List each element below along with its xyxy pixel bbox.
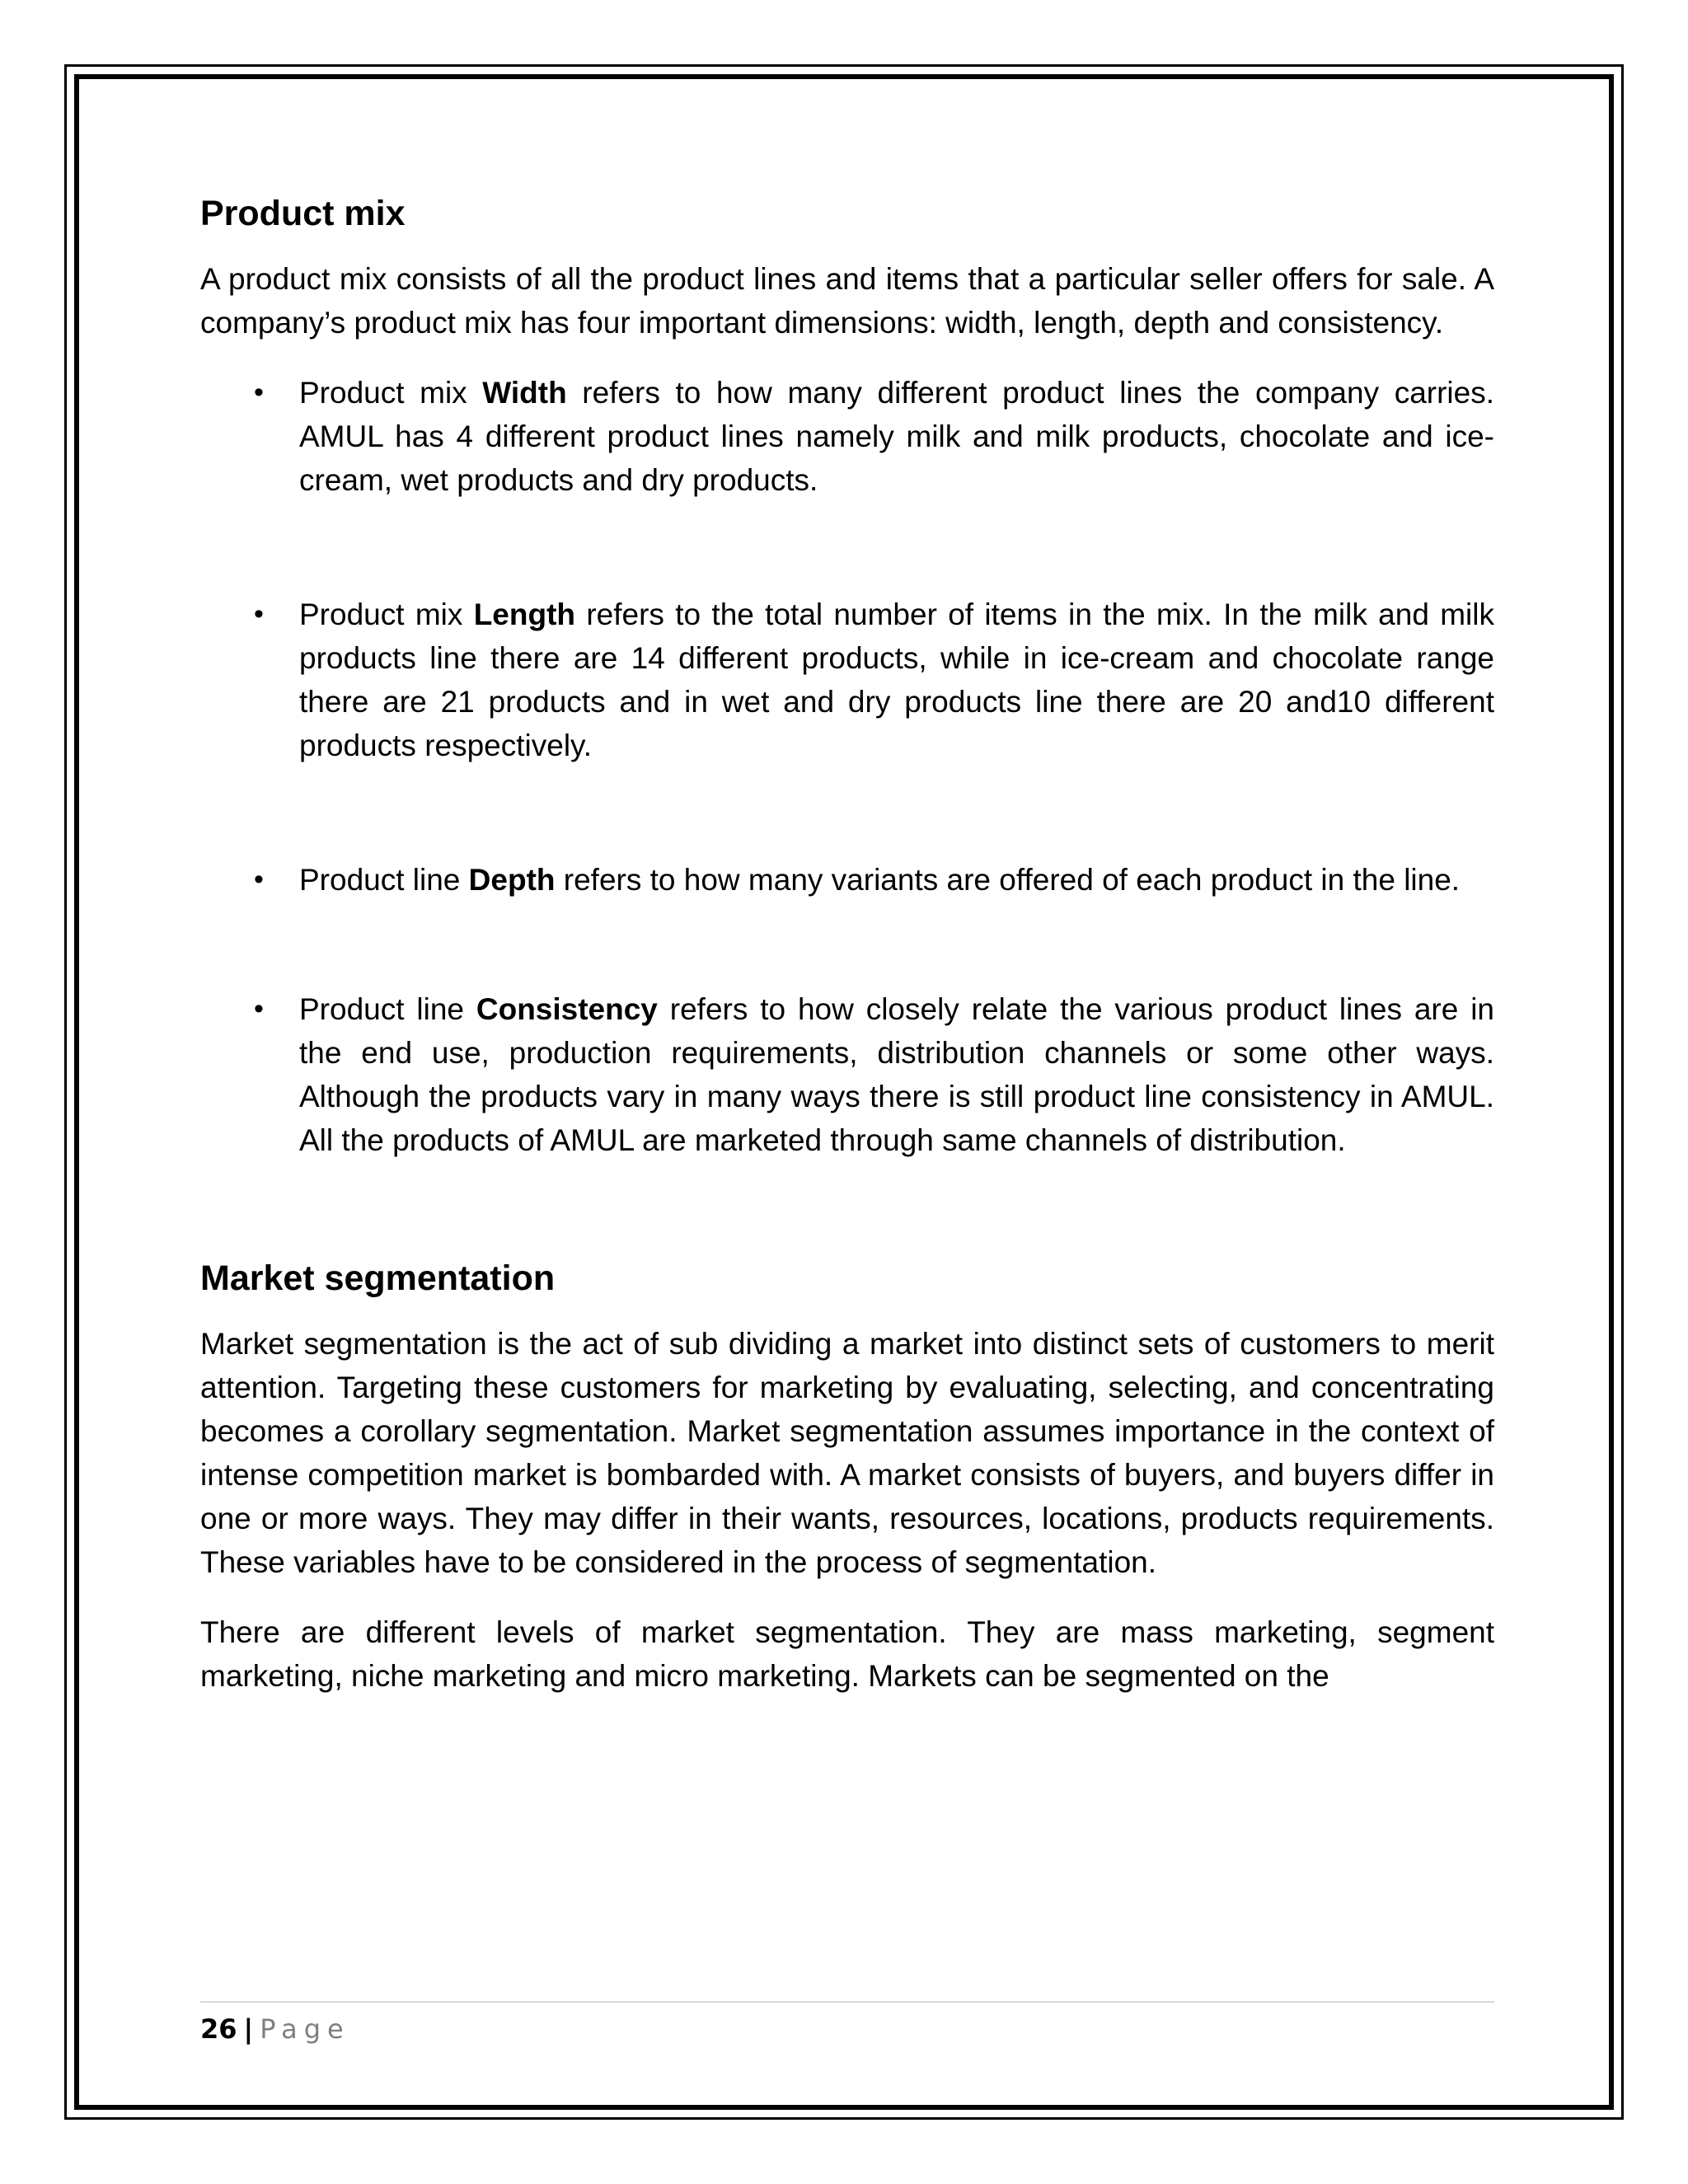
page-number-label [200, 2011, 1494, 2047]
bullet-icon: • [254, 377, 264, 408]
list-item-width [200, 371, 1494, 502]
product-mix-intro: A product mix consists of all the product lines and items that a particular seller offers for sale. A company’s product mix has four important dimensions: width, length, depth and consistency. [200, 262, 1494, 340]
page-content [200, 188, 1494, 1698]
bullet-term: Depth [468, 863, 556, 897]
list-item-consistency [200, 987, 1494, 1162]
list-item-depth [200, 858, 1494, 902]
bullet-term: Consistency [476, 992, 658, 1026]
product-mix-dimensions-list [200, 371, 1494, 1162]
bullet-term: Length [473, 598, 576, 631]
bullet-icon: • [254, 993, 264, 1024]
bullet-term: Width [482, 376, 567, 410]
page-footer [200, 2001, 1494, 2047]
bullet-text-post: refers to how many variants are offered of each product in the line. [555, 863, 1461, 897]
bullet-icon: • [254, 864, 264, 895]
bullet-text-post: refers to how many different product lines the company carries. AMUL has 4 different product lines namely milk and milk products, chocolate and ice-cream, wet products and dry products. [299, 376, 1494, 497]
page-number: 26 [200, 2013, 237, 2045]
bullet-text-pre: Product mix [299, 376, 483, 410]
market-segmentation-paragraph-1: Market segmentation is the act of sub dividing a market into distinct sets of customers to merit attention. Targeting these customers for marketing by evaluating, selecting, and concentrating becomes a corollary segmentation. Market segmentation assumes importance in the context of intense competition market is bombarded with. A market consists of buyers, and buyers differ in one or more ways. They may differ in their wants, resources, locations, products requirements. These variables have to be considered in the process of segmentation. [200, 1327, 1494, 1579]
bullet-text-post: refers to the total number of items in the mix. In the milk and milk products line there are 14 different products, while in ice-cream and chocolate range there are 21 products and in wet and dry products line there are 20 and10 different products respectively. [299, 598, 1494, 762]
bullet-text-pre: Product line [299, 992, 476, 1026]
market-segmentation-section [200, 1253, 1494, 1698]
footer-divider [200, 2001, 1494, 2003]
bullet-text-pre: Product mix [299, 598, 474, 631]
product-mix-heading: Product mix [200, 194, 406, 233]
market-segmentation-heading: Market segmentation [200, 1258, 556, 1298]
product-mix-section [200, 188, 1494, 1162]
bullet-text-post: refers to how closely relate the various product lines are in the end use, production requirements, distribution channels or some other ways. Although the products vary in many ways there is still product line consistency in AMUL. All the products of AMUL are marketed through same channels of distribution. [299, 992, 1495, 1157]
bullet-text-pre: Product line [299, 863, 469, 897]
bullet-icon: • [254, 598, 264, 630]
footer-separator: | [243, 2013, 254, 2045]
list-item-length [200, 593, 1494, 767]
market-segmentation-paragraph-2: There are different levels of market segmentation. They are mass marketing, segment marketing, niche marketing and micro marketing. Markets can be segmented on the [200, 1615, 1494, 1693]
page-word: Page [260, 2013, 350, 2045]
